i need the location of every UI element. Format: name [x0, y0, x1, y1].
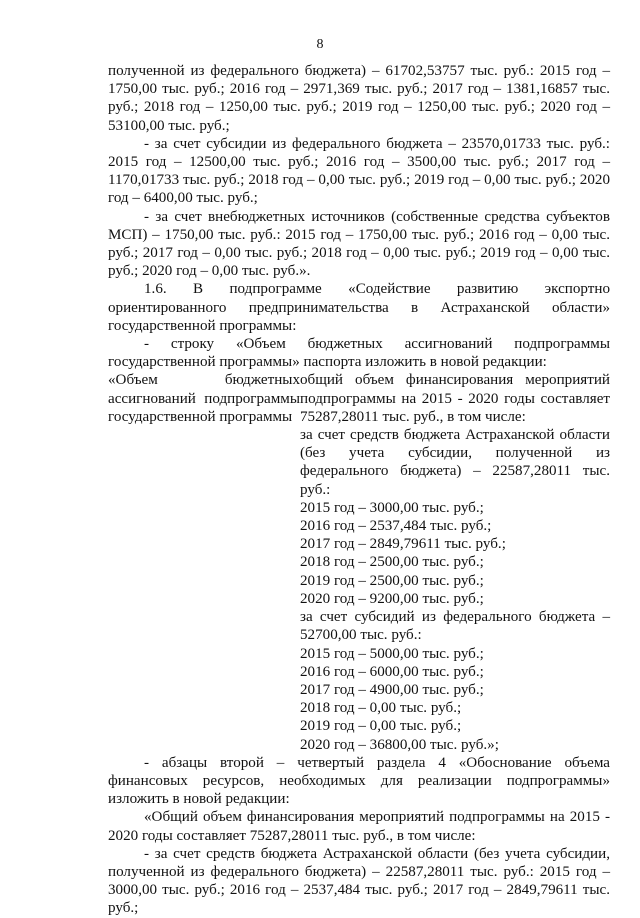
passport-regional: за счет средств бюджета Астраханской области (без учета субсидии, полученной из федерального бюджета) – 22587,28011 тыс. руб.: [300, 427, 610, 498]
paragraph-regional-budget-tail: полученной из федерального бюджета) – 61702,53757 тыс. руб.: 2015 год – 1750,00 тыс. руб.; 2016 год – 2971,369 тыс. руб.; 2017 год – 1381,16857 тыс. руб.; 2018 год – 1250,00 тыс. руб.; 2019 год – 1250,00 тыс. руб.; 2020 год – 53100,00 тыс. руб.; [108, 63, 610, 134]
paragraph-total-financing: «Общий объем финансирования мероприятий подпрограммы на 2015 - 2020 годы составляет 75287,28011 тыс. руб., в том числе: [108, 809, 610, 844]
passport-value-cell [300, 371, 610, 753]
regional-year-line: 2017 год – 2849,79611 тыс. руб.; [300, 536, 506, 553]
federal-year-line: 2020 год – 36800,00 тыс. руб.»; [300, 736, 499, 753]
federal-years-list [300, 645, 610, 754]
regional-year-line: 2019 год – 2500,00 тыс. руб.; [300, 572, 484, 589]
paragraph-section-4-instruction: - абзацы второй – четвертый раздела 4 «Обоснование объема финансовых ресурсов, необходимых для реализации подпрограммы» изложить в новой редакции: [108, 754, 610, 808]
document-body [108, 62, 610, 918]
paragraph-section-1-6: 1.6. В подпрограмме «Содействие развитию экспортно ориентированного предпринимательства в Астраханской области» государственной программы: [108, 281, 610, 334]
federal-year-line: 2016 год – 6000,00 тыс. руб.; [300, 663, 484, 680]
regional-year-line: 2018 год – 2500,00 тыс. руб.; [300, 554, 484, 571]
federal-year-line: 2017 год – 4900,00 тыс. руб.; [300, 681, 484, 698]
passport-federal: за счет субсидий из федерального бюджета – 52700,00 тыс. руб.: [300, 609, 610, 644]
paragraph-regional-budget: - за счет средств бюджета Астраханской области (без учета субсидии, полученной из федерального бюджета) – 22587,28011 тыс. руб.: 2015 год – 3000,00 тыс. руб.; 2016 год – 2537,484 тыс. руб.; 2017 год – 2849,79611 тыс. руб.; [108, 845, 610, 917]
passport-label-cell [108, 371, 300, 753]
passport-total: общий объем финансирования мероприятий подпрограммы на 2015 - 2020 годы составляет 75287,28011 тыс. руб., в том числе: [300, 372, 610, 425]
federal-year-line: 2015 год – 5000,00 тыс. руб.; [300, 645, 484, 662]
regional-years-list [300, 499, 610, 608]
federal-year-line: 2019 год – 0,00 тыс. руб.; [300, 718, 462, 735]
paragraph-federal-subsidy: - за счет субсидии из федерального бюджета – 23570,01733 тыс. руб.: 2015 год – 12500,00 тыс. руб.; 2016 год – 3500,00 тыс. руб.; 2017 год – 1170,01733 тыс. руб.; 2018 год – 0,00 тыс. руб.; 2019 год – 0,00 тыс. руб.; 2020 год – 6400,00 тыс. руб.; [108, 135, 610, 207]
page-number: 8 [316, 37, 324, 52]
regional-year-line: 2016 год – 2537,484 тыс. руб.; [300, 518, 492, 535]
federal-year-line: 2018 год – 0,00 тыс. руб.; [300, 700, 462, 717]
paragraph-extrabudgetary: - за счет внебюджетных источников (собственные средства субъектов МСП) – 1750,00 тыс. руб.: 2015 год – 1750,00 тыс. руб.; 2016 год – 0,00 тыс. руб.; 2017 год – 0,00 тыс. руб.; 2018 год – 0,00 тыс. руб.; 2019 год – 0,00 тыс. руб.; 2020 год – 0,00 тыс. руб.». [108, 208, 610, 280]
passport-table [108, 371, 610, 753]
passport-label: «Объем бюджетных ассигнований подпрограммы государственной программы [108, 372, 300, 425]
regional-year-line: 2020 год – 9200,00 тыс. руб.; [300, 590, 484, 607]
paragraph-passport-instruction: - строку «Объем бюджетных ассигнований подпрограммы государственной программы» паспорта изложить в новой редакции: [108, 336, 610, 371]
regional-year-line: 2015 год – 3000,00 тыс. руб.; [300, 499, 484, 516]
